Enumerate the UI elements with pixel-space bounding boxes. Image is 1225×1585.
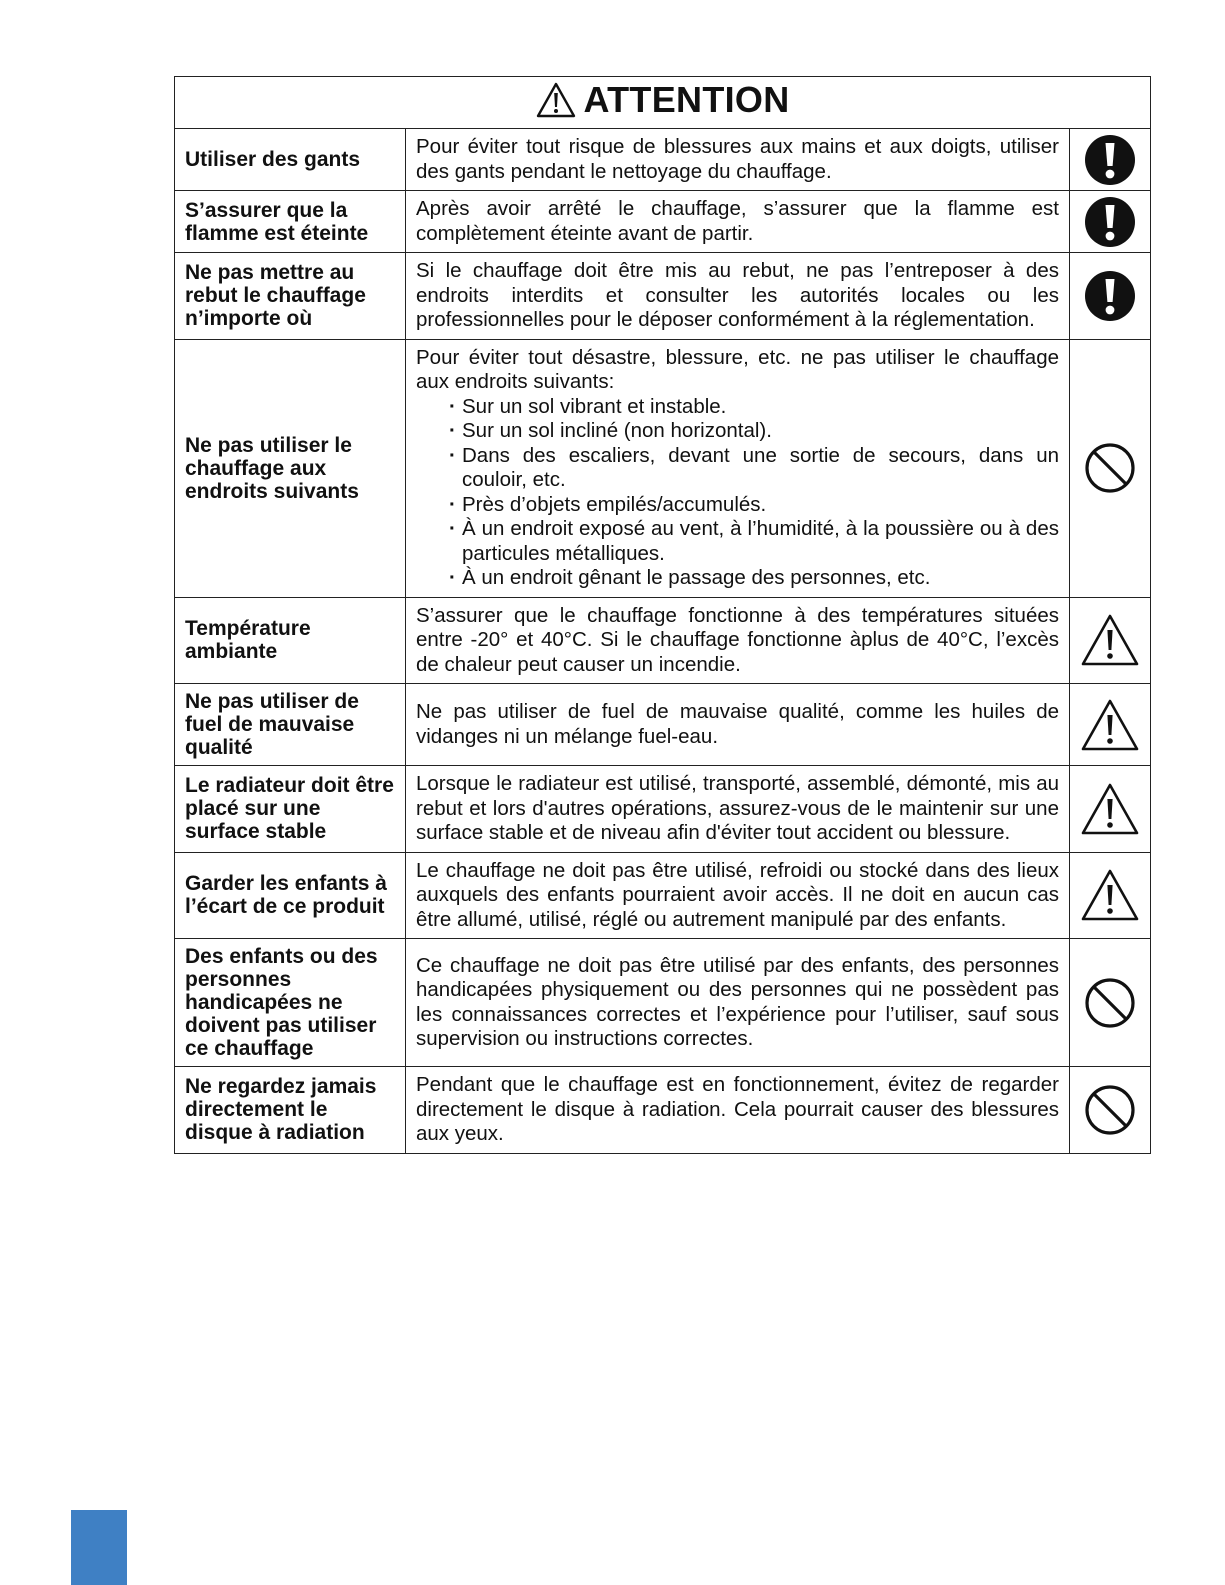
list-item: · Dans des escaliers, devant une sortie de secours, dans un couloir, etc.	[449, 444, 1059, 493]
row-title: Ne pas mettre au rebut le chauffage n’importe où	[175, 253, 406, 340]
table-row	[175, 766, 1151, 853]
row-icon-cell	[1070, 191, 1151, 253]
row-icon-cell	[1070, 766, 1151, 853]
mandatory-exclamation-icon	[1084, 151, 1136, 168]
table-row	[175, 597, 1151, 684]
list-item: · À un endroit exposé au vent, à l’humidité, à la poussière ou à des particules métalliques.	[449, 517, 1059, 566]
row-title: Garder les enfants à l’écart de ce produit	[175, 852, 406, 939]
row-description-cell	[406, 339, 1070, 597]
attention-title: ATTENTION	[583, 78, 790, 120]
row-description-cell	[406, 597, 1070, 684]
row-description: Ce chauffage ne doit pas être utilisé par des enfants, des personnes handicapées physiquement ou des personnes qui ne possèdent pas les connaissances correctes et l’expérience pour l’utiliser, sauf sous supervision ou instructions correctes.	[416, 953, 1059, 1050]
attention-header	[175, 77, 1151, 129]
row-description-cell	[406, 852, 1070, 939]
page-tab-marker	[71, 1510, 127, 1585]
row-description-cell	[406, 939, 1070, 1067]
row-description: Ne pas utiliser de fuel de mauvaise qualité, comme les huiles de vidanges ni un mélange fuel-eau.	[416, 700, 1059, 748]
list-item: · Sur un sol vibrant et instable.	[449, 395, 1059, 420]
row-title: Ne regardez jamais directement le disque à radiation	[175, 1067, 406, 1154]
row-title: Des enfants ou des personnes handicapées ne doivent pas utiliser ce chauffage	[175, 939, 406, 1067]
row-icon-cell	[1070, 684, 1151, 766]
row-icon-cell	[1070, 1067, 1151, 1154]
prohibition-icon	[1084, 994, 1136, 1011]
prohibition-icon	[1084, 1101, 1136, 1118]
row-description: Pour éviter tout désastre, blessure, etc. ne pas utiliser le chauffage aux endroits suivants:	[416, 345, 1059, 393]
row-icon-cell	[1070, 253, 1151, 340]
row-description: Pendant que le chauffage est en fonctionnement, évitez de regarder directement le disque à radiation. Cela pourrait causer des blessures aux yeux.	[416, 1073, 1059, 1145]
row-description-cell	[406, 684, 1070, 766]
row-title: Ne pas utiliser le chauffage aux endroits suivants	[175, 339, 406, 597]
table-row	[175, 1067, 1151, 1154]
row-description-cell	[406, 191, 1070, 253]
prohibition-icon	[1084, 459, 1136, 476]
row-icon-cell	[1070, 939, 1151, 1067]
row-description: Si le chauffage doit être mis au rebut, ne pas l’entreposer à des endroits interdits et consulter les autorités locales ou les professionnelles pour le déposer conformément à la réglementation.	[416, 259, 1059, 331]
row-description: Après avoir arrêté le chauffage, s’assurer que la flamme est complètement éteinte avant de partir.	[416, 197, 1059, 245]
row-description-cell	[406, 1067, 1070, 1154]
row-description: Pour éviter tout risque de blessures aux mains et aux doigts, utiliser des gants pendant le nettoyage du chauffage.	[416, 135, 1059, 183]
list-item: · Sur un sol incliné (non horizontal).	[449, 419, 1059, 444]
caution-triangle-icon	[1080, 800, 1140, 817]
row-title: Ne pas utiliser de fuel de mauvaise qualité	[175, 684, 406, 766]
table-row	[175, 852, 1151, 939]
table-row	[175, 129, 1151, 191]
location-list	[416, 395, 1059, 591]
row-description-cell	[406, 253, 1070, 340]
safety-warning-table	[174, 76, 1151, 1154]
row-title: S’assurer que la flamme est éteinte	[175, 191, 406, 253]
warning-triangle-icon	[536, 82, 576, 118]
row-icon-cell	[1070, 339, 1151, 597]
row-title: Utiliser des gants	[175, 129, 406, 191]
list-item: · À un endroit gênant le passage des personnes, etc.	[449, 566, 1059, 591]
caution-triangle-icon	[1080, 716, 1140, 733]
row-icon-cell	[1070, 129, 1151, 191]
list-item: · Près d’objets empilés/accumulés.	[449, 493, 1059, 518]
table-row	[175, 684, 1151, 766]
row-description-cell	[406, 129, 1070, 191]
mandatory-exclamation-icon	[1084, 287, 1136, 304]
row-description: Lorsque le radiateur est utilisé, transporté, assemblé, démonté, mis au rebut et lors d'autres opérations, assurez-vous de le maintenir sur une surface stable et de niveau afin d'éviter tout accident ou blessure.	[416, 772, 1059, 844]
mandatory-exclamation-icon	[1084, 213, 1136, 230]
table-row	[175, 939, 1151, 1067]
row-description: Le chauffage ne doit pas être utilisé, refroidi ou stocké dans des lieux auxquels des enfants pourraient avoir accès. Il ne doit en aucun cas être allumé, utilisé, réglé ou autrement manipulé par des enfants.	[416, 858, 1059, 931]
table-row	[175, 253, 1151, 340]
row-description-cell	[406, 766, 1070, 853]
table-header-row	[175, 77, 1151, 129]
row-icon-cell	[1070, 597, 1151, 684]
row-icon-cell	[1070, 852, 1151, 939]
table-row	[175, 191, 1151, 253]
caution-triangle-icon	[1080, 631, 1140, 648]
caution-triangle-icon	[1080, 886, 1140, 903]
table-row	[175, 339, 1151, 597]
row-title: Température ambiante	[175, 597, 406, 684]
row-description: S’assurer que le chauffage fonctionne à des températures situées entre -20° et 40°C. Si le chauffage fonctionne àplus de 40°C, l’excès de chaleur peut causer un incendie.	[416, 603, 1059, 676]
row-title: Le radiateur doit être placé sur une surface stable	[175, 766, 406, 853]
